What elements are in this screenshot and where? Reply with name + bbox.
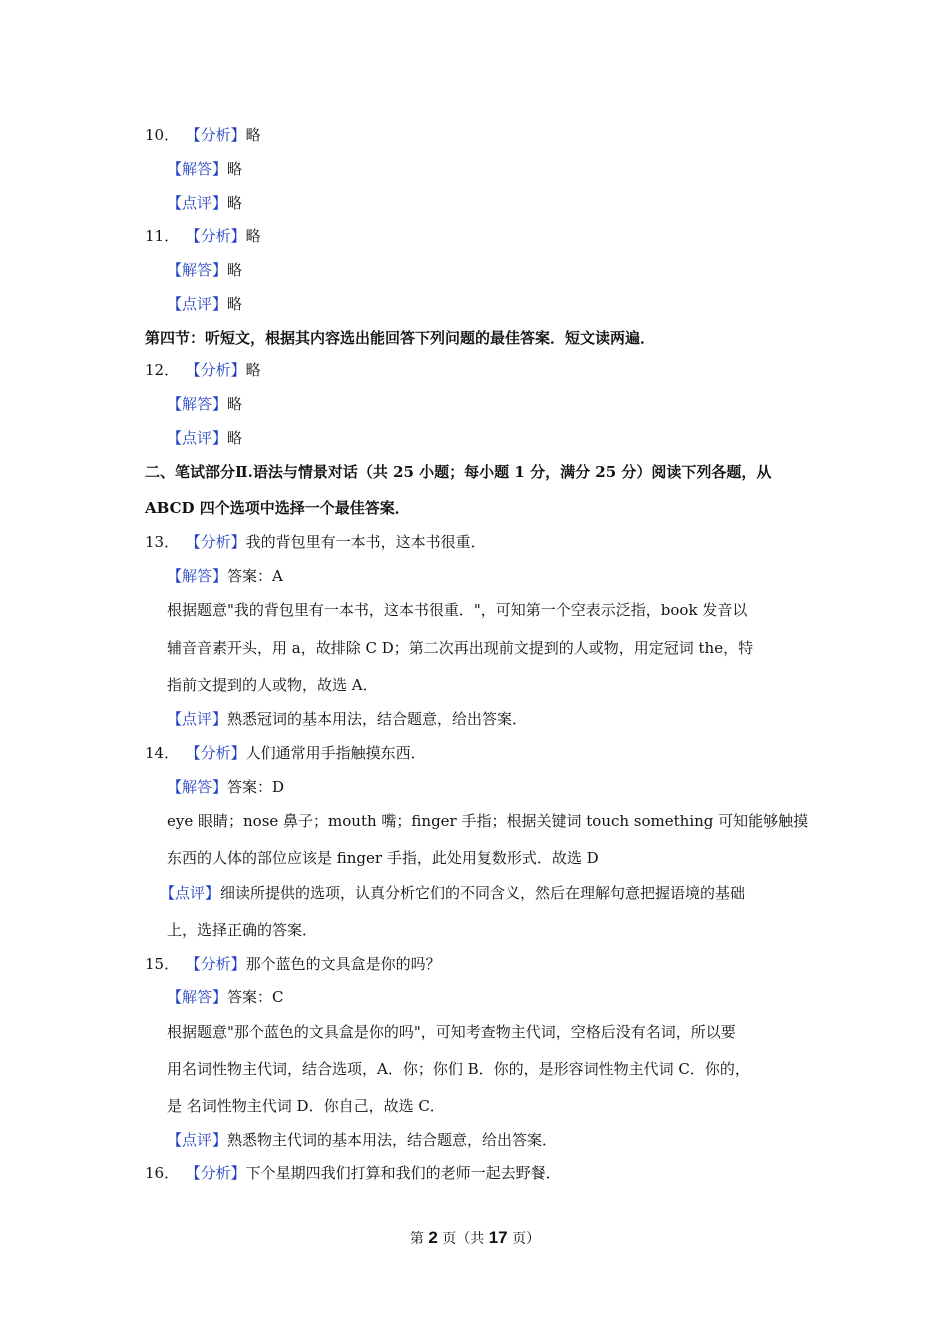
q10-comment-line bbox=[167, 192, 242, 214]
comment-tag: 【点评】 bbox=[167, 1131, 228, 1149]
q12-analysis-line bbox=[145, 359, 261, 381]
comment-text: 略 bbox=[227, 295, 243, 313]
q13-answer-line bbox=[167, 565, 283, 587]
comment-tag: 【点评】 bbox=[167, 429, 228, 447]
answer-tag: 【解答】 bbox=[167, 567, 228, 585]
q13-explanation-line: 指前文提到的人或物，故选 A． bbox=[167, 676, 378, 694]
q15-explanation-line: 根据题意"那个蓝色的文具盒是你的吗"，可知考查物主代词，空格后没有名词，所以要 bbox=[167, 1023, 736, 1041]
answer-tag: 【解答】 bbox=[167, 988, 228, 1006]
comment-text: 略 bbox=[227, 194, 243, 212]
q13-analysis-line bbox=[145, 531, 486, 553]
answer-tag: 【解答】 bbox=[167, 261, 228, 279]
answer-tag: 【解答】 bbox=[167, 778, 228, 796]
answer-text: 答案：A bbox=[227, 567, 283, 585]
answer-text: 略 bbox=[227, 160, 243, 178]
analysis-tag: 【分析】 bbox=[193, 955, 246, 973]
question-number: 16． bbox=[145, 1164, 180, 1182]
q14-analysis-line bbox=[145, 742, 426, 764]
analysis-text: 下个星期四我们打算和我们的老师一起去野餐． bbox=[245, 1164, 561, 1182]
q13-explanation-line: 根据题意"我的背包里有一本书，这本书很重．"，可知第一个空表示泛指，book 发音以 bbox=[167, 601, 748, 619]
q11-answer-line bbox=[167, 259, 242, 281]
q16-analysis-line bbox=[145, 1162, 561, 1184]
q14-comment-line-2: 上，选择正确的答案． bbox=[167, 921, 318, 939]
analysis-tag: 【分析】 bbox=[193, 533, 246, 551]
q12-answer-line bbox=[167, 393, 242, 415]
comment-text: 细读所提供的选项，认真分析它们的不同含义，然后在理解句意把握语境的基础 bbox=[220, 884, 746, 902]
answer-text: 略 bbox=[227, 261, 243, 279]
section-4-heading: 第四节：听短文，根据其内容选出能回答下列问题的最佳答案．短文读两遍． bbox=[145, 329, 656, 347]
q13-explanation-line: 辅音音素开头，用 a，故排除 C D；第二次再出现前文提到的人或物，用定冠词 the，特 bbox=[167, 639, 754, 657]
page-footer bbox=[0, 1228, 950, 1248]
question-number: 11． bbox=[145, 227, 180, 245]
analysis-tag: 【分析】 bbox=[193, 126, 246, 144]
q11-comment-line bbox=[167, 293, 242, 315]
q14-comment-line bbox=[160, 882, 745, 904]
q11-analysis-line bbox=[145, 225, 261, 247]
comment-text: 熟悉物主代词的基本用法，结合题意，给出答案． bbox=[227, 1131, 558, 1149]
comment-text: 熟悉冠词的基本用法，结合题意，给出答案． bbox=[227, 710, 528, 728]
footer-suffix: 页） bbox=[507, 1231, 541, 1247]
comment-text: 略 bbox=[227, 429, 243, 447]
answer-text: 答案：D bbox=[227, 778, 285, 796]
analysis-text: 略 bbox=[245, 126, 261, 144]
footer-prefix: 第 bbox=[409, 1231, 429, 1247]
q15-analysis-line bbox=[145, 953, 441, 975]
q15-comment-line bbox=[167, 1129, 557, 1151]
answer-text: 答案：C bbox=[227, 988, 284, 1006]
comment-tag: 【点评】 bbox=[167, 194, 228, 212]
analysis-text: 我的背包里有一本书，这本书很重． bbox=[245, 533, 486, 551]
comment-tag: 【点评】 bbox=[160, 884, 221, 902]
answer-tag: 【解答】 bbox=[167, 395, 228, 413]
q10-analysis-line bbox=[145, 124, 261, 146]
question-number: 10． bbox=[145, 126, 180, 144]
question-number: 14． bbox=[145, 744, 180, 762]
answer-text: 略 bbox=[227, 395, 243, 413]
question-number: 15． bbox=[145, 955, 180, 973]
analysis-tag: 【分析】 bbox=[193, 744, 246, 762]
q10-answer-line bbox=[167, 158, 242, 180]
q14-answer-line bbox=[167, 776, 284, 798]
q15-explanation-line: 用名词性物主代词，结合选项，A．你；你们 B．你的，是形容词性物主代词 C．你的， bbox=[167, 1060, 750, 1078]
analysis-tag: 【分析】 bbox=[193, 361, 246, 379]
section-2-heading-line-2: ABCD 四个选项中选择一个最佳答案． bbox=[145, 499, 410, 517]
question-number: 13． bbox=[145, 533, 180, 551]
question-number: 12． bbox=[145, 361, 180, 379]
comment-tag: 【点评】 bbox=[167, 295, 228, 313]
q12-comment-line bbox=[167, 427, 242, 449]
analysis-text: 人们通常用手指触摸东西． bbox=[245, 744, 426, 762]
total-pages: 17 bbox=[488, 1228, 508, 1247]
q14-explanation-line: 东西的人体的部位应该是 finger 手指，此处用复数形式．故选 D bbox=[167, 849, 599, 867]
q14-explanation-line: eye 眼睛；nose 鼻子；mouth 嘴；finger 手指；根据关键词 touch something 可知能够触摸 bbox=[167, 812, 809, 830]
page-number: 2 bbox=[428, 1228, 438, 1247]
q15-answer-line bbox=[167, 986, 284, 1008]
q15-explanation-line: 是 名词性物主代词 D．你自己，故选 C． bbox=[167, 1097, 445, 1115]
analysis-tag: 【分析】 bbox=[193, 227, 246, 245]
analysis-text: 那个蓝色的文具盒是你的吗？ bbox=[245, 955, 441, 973]
analysis-tag: 【分析】 bbox=[193, 1164, 246, 1182]
answer-tag: 【解答】 bbox=[167, 160, 228, 178]
analysis-text: 略 bbox=[245, 361, 261, 379]
comment-tag: 【点评】 bbox=[167, 710, 228, 728]
section-2-heading-line-1: 二、笔试部分Ⅱ.语法与情景对话（共 25 小题；每小题 1 分，满分 25 分）阅读下列各题，从 bbox=[145, 463, 772, 481]
q13-comment-line bbox=[167, 708, 527, 730]
analysis-text: 略 bbox=[245, 227, 261, 245]
footer-middle: 页（共 bbox=[437, 1231, 489, 1247]
